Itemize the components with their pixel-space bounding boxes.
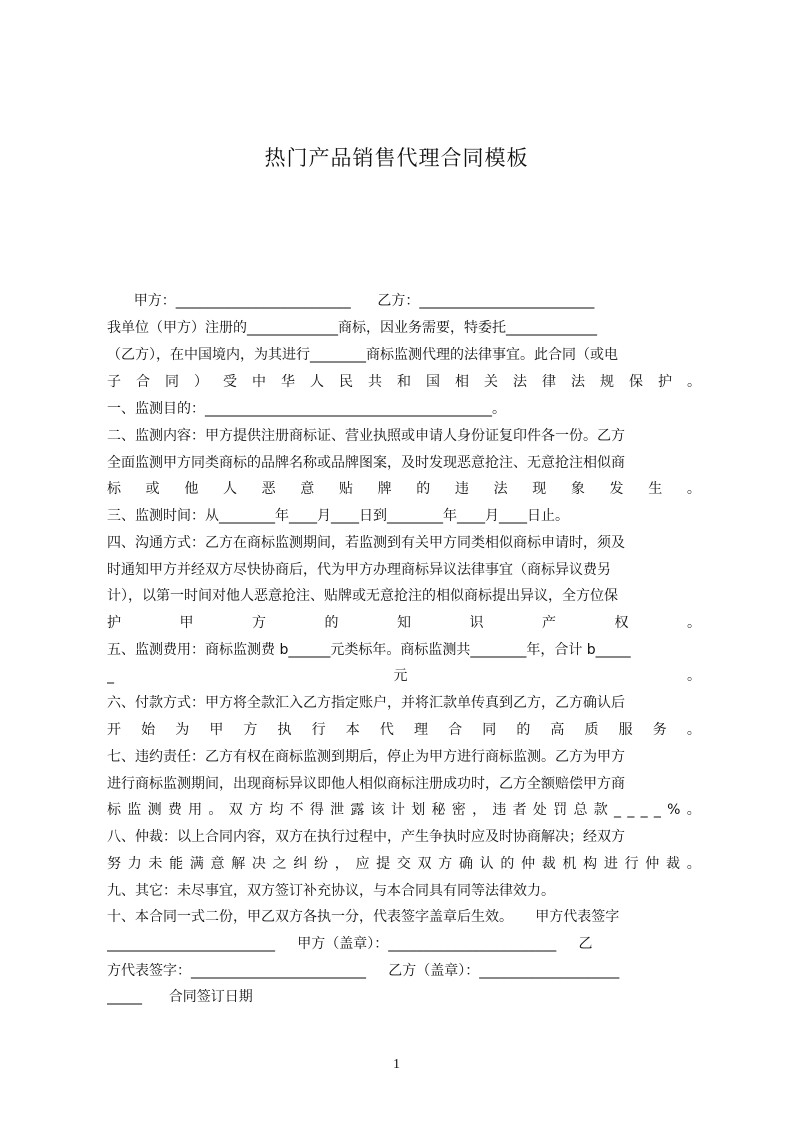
spread-char: 监 [127, 802, 142, 818]
spread-char: 。 [687, 668, 701, 684]
spread-char: 确 [458, 856, 473, 872]
spread-char: 秘 [431, 802, 446, 818]
signature-line: ________________________ 甲方（盖章）：________________________ 乙 [107, 936, 593, 952]
spread-char: 密 [451, 802, 466, 818]
spread-char: 者 [512, 802, 527, 818]
spread-char: 产 [542, 615, 556, 631]
spread-char: 能 [169, 856, 184, 872]
spread-char: 合 [448, 722, 463, 738]
text-line: 时通知甲方并经双方尽快协商后，代为甲方办理商标异议法律事宜（商标异议费另 [107, 562, 611, 578]
signature-line: 方代表签字：_________________________ 乙方（盖章）：____________________ [107, 963, 620, 979]
spread-char: 标 [107, 802, 121, 818]
spread-char: 保 [629, 374, 643, 390]
spread-char: 提 [376, 856, 391, 872]
spread-char: 理 [413, 722, 428, 738]
spread-char: 人 [222, 481, 237, 497]
spread-char: 纠 [293, 856, 308, 872]
spread-char: 总 [573, 802, 588, 818]
spread-char: 象 [570, 481, 585, 497]
spread-char: 解 [231, 856, 246, 872]
spread-char: 护 [107, 615, 121, 631]
clause-8: 八、仲裁：以上合同内容，双方在执行过程中，产生争执时应及时协商解决；经双方 [107, 829, 625, 845]
spread-char: ） [194, 374, 208, 390]
spread-char: 泄 [330, 802, 345, 818]
spread-char: _ [653, 802, 661, 818]
spread-char: 共 [368, 374, 382, 390]
spread-char: 意 [210, 856, 225, 872]
clause-3: 三、监测时间：从________年____月____日到________年____月____日止。 [107, 508, 569, 524]
spread-char: 。 [686, 481, 701, 497]
spread-char: 方 [438, 856, 453, 872]
spread-char: 。 [687, 615, 701, 631]
spread-char: 费 [167, 802, 182, 818]
spread-char: 中 [252, 374, 266, 390]
spread-char: 生 [648, 481, 663, 497]
spread-char: 努 [107, 856, 121, 872]
text-line: （乙方），在中国境内，为其进行________商标监测代理的法律事宜。此合同（或电 [107, 347, 618, 363]
spread-char: 计 [390, 802, 405, 818]
spread-char: 。 [686, 802, 701, 818]
spread-char: 识 [469, 615, 484, 631]
spread-char: 华 [281, 374, 295, 390]
text-line: 我单位（甲方）注册的_____________商标，因业务需要，特委托_____________ [107, 320, 597, 336]
spread-char: 仲 [521, 856, 536, 872]
spread-char: 决 [251, 856, 266, 872]
spread-char: 方 [252, 615, 266, 631]
spread-char: 法 [571, 374, 585, 390]
clause-4: 四、沟通方式：乙方在商标监测期间，若监测到有关甲方同类相似商标申请时，须及 [107, 535, 625, 551]
justified-line [107, 855, 701, 873]
spread-char: 和 [397, 374, 411, 390]
justified-line [107, 373, 701, 391]
spread-char: 合 [136, 374, 150, 390]
spread-char: 仲 [645, 856, 660, 872]
spread-char: 款 [593, 802, 608, 818]
justified-line [107, 667, 701, 685]
spread-char: 行 [624, 856, 639, 872]
spread-char: _ [614, 802, 622, 818]
spread-char: 服 [618, 722, 633, 738]
spread-char: 进 [603, 856, 618, 872]
spread-char: 本 [345, 722, 360, 738]
spread-char: % [667, 802, 681, 818]
spread-char: 执 [277, 722, 292, 738]
spread-char: 元 [393, 668, 408, 684]
spread-char: 满 [189, 856, 204, 872]
spread-char: 甲 [209, 722, 224, 738]
spread-char: 。 [686, 856, 701, 872]
justified-line [107, 614, 701, 632]
spread-char: 为 [175, 722, 190, 738]
spread-char: 民 [339, 374, 353, 390]
spread-char: 的 [416, 481, 431, 497]
spread-char: 方 [248, 802, 263, 818]
clause-7: 七、违约责任：乙方有权在商标监测到期后，停止为甲方进行商标监测。乙方为甲方 [107, 749, 625, 765]
spread-char: ， [472, 802, 487, 818]
spread-char: 力 [127, 856, 142, 872]
spread-char: 不 [289, 802, 304, 818]
spread-char: 处 [532, 802, 547, 818]
spread-char: 现 [532, 481, 547, 497]
spread-char: 恶 [261, 481, 276, 497]
spread-char: 甲 [179, 615, 194, 631]
spread-char: 构 [583, 856, 598, 872]
text-line: 计），以第一时间对他人恶意抢注、贴牌或无意抢注的相似商标提出异议，全方位保 [107, 588, 618, 604]
spread-char: ， [334, 856, 349, 872]
spread-char: 违 [454, 481, 469, 497]
justified-line [107, 721, 701, 739]
spread-char: 发 [609, 481, 624, 497]
spread-char: _ [640, 802, 648, 818]
spread-char: 测 [147, 802, 162, 818]
spread-char: _ [627, 802, 635, 818]
clause-9: 九、其它：未尽事宜，双方签订补充协议，与本合同具有同等法律效力。 [107, 883, 555, 899]
justified-line [107, 801, 701, 819]
spread-char: 罚 [553, 802, 568, 818]
spread-char: 行 [311, 722, 326, 738]
spread-char: 裁 [665, 856, 680, 872]
page-number: 1 [393, 1057, 400, 1072]
spread-char: 同 [165, 374, 179, 390]
spread-char: 同 [482, 722, 497, 738]
spread-char: 双 [228, 802, 243, 818]
spread-char: 国 [426, 374, 440, 390]
spread-char: 。 [208, 802, 223, 818]
spread-char: 权 [614, 615, 629, 631]
spread-char: 该 [370, 802, 385, 818]
spread-char: 的 [516, 722, 531, 738]
spread-char: 裁 [541, 856, 556, 872]
spread-char: 始 [141, 722, 156, 738]
clause-5: 五、监测费用：商标监测费 b______元类标年。商标监测共________年，合计 b_____ [107, 642, 631, 658]
spread-char: 或 [145, 481, 160, 497]
spread-char: 机 [562, 856, 577, 872]
spread-char: 应 [355, 856, 370, 872]
spread-char: 的 [500, 856, 515, 872]
spread-char: 得 [309, 802, 324, 818]
spread-char: 相 [455, 374, 469, 390]
spread-char: 律 [542, 374, 556, 390]
spread-char: 子 [107, 374, 121, 390]
spread-char: 纷 [314, 856, 329, 872]
spread-char: _ [107, 668, 114, 684]
spread-char: 意 [300, 481, 315, 497]
spread-char: 质 [584, 722, 599, 738]
spread-char: 规 [600, 374, 614, 390]
text-line: 进行商标监测期间，出现商标异议即他人相似商标注册成功时，乙方全额赔偿甲方商 [107, 776, 625, 792]
spread-char: 。 [687, 374, 701, 390]
spread-char: 高 [550, 722, 565, 738]
clause-6: 六、付款方式：甲方将全款汇入乙方指定账户，并将汇款单传真到乙方，乙方确认后 [107, 695, 625, 711]
spread-char: 他 [184, 481, 199, 497]
spread-char: 的 [324, 615, 339, 631]
signing-date-line: _____ 合同签订日期 [107, 989, 253, 1005]
justified-line [107, 480, 701, 498]
clause-1: 一、监测目的：_________________________________________。 [107, 401, 506, 417]
spread-char: 之 [272, 856, 287, 872]
text-line: 全面监测甲方同类商标的品牌名称或品牌图案，及时发现恶意抢注、无意抢注相似商 [107, 455, 625, 471]
spread-char: 方 [243, 722, 258, 738]
spread-char: 用 [188, 802, 203, 818]
spread-char: 交 [396, 856, 411, 872]
spread-char: 划 [411, 802, 426, 818]
spread-char: 法 [513, 374, 527, 390]
spread-char: 露 [350, 802, 365, 818]
spread-char: 开 [107, 722, 121, 738]
spread-char: 法 [493, 481, 508, 497]
spread-char: 务 [652, 722, 667, 738]
spread-char: 双 [417, 856, 432, 872]
spread-char: 护 [658, 374, 672, 390]
spread-char: 标 [107, 481, 121, 497]
clause-2: 二、监测内容：甲方提供注册商标证、营业执照或申请人身份证复印件各一份。乙方 [107, 428, 625, 444]
party-line: 甲方：_________________________ 乙方：_________________________ [107, 293, 595, 309]
spread-char: 贴 [338, 481, 353, 497]
document-title: 热门产品销售代理合同模板 [264, 146, 529, 170]
clause-10: 十、本合同一式二份，甲乙双方各执一分，代表签字盖章后生效。 甲方代表签字 [107, 909, 620, 925]
spread-char: 违 [492, 802, 507, 818]
spread-char: 。 [686, 722, 701, 738]
spread-char: 人 [310, 374, 324, 390]
spread-char: 知 [397, 615, 411, 631]
spread-char: 关 [484, 374, 498, 390]
spread-char: 代 [379, 722, 394, 738]
spread-char: 牌 [377, 481, 392, 497]
spread-char: 未 [148, 856, 163, 872]
spread-char: 认 [479, 856, 494, 872]
spread-char: 均 [269, 802, 284, 818]
spread-char: 受 [223, 374, 237, 390]
